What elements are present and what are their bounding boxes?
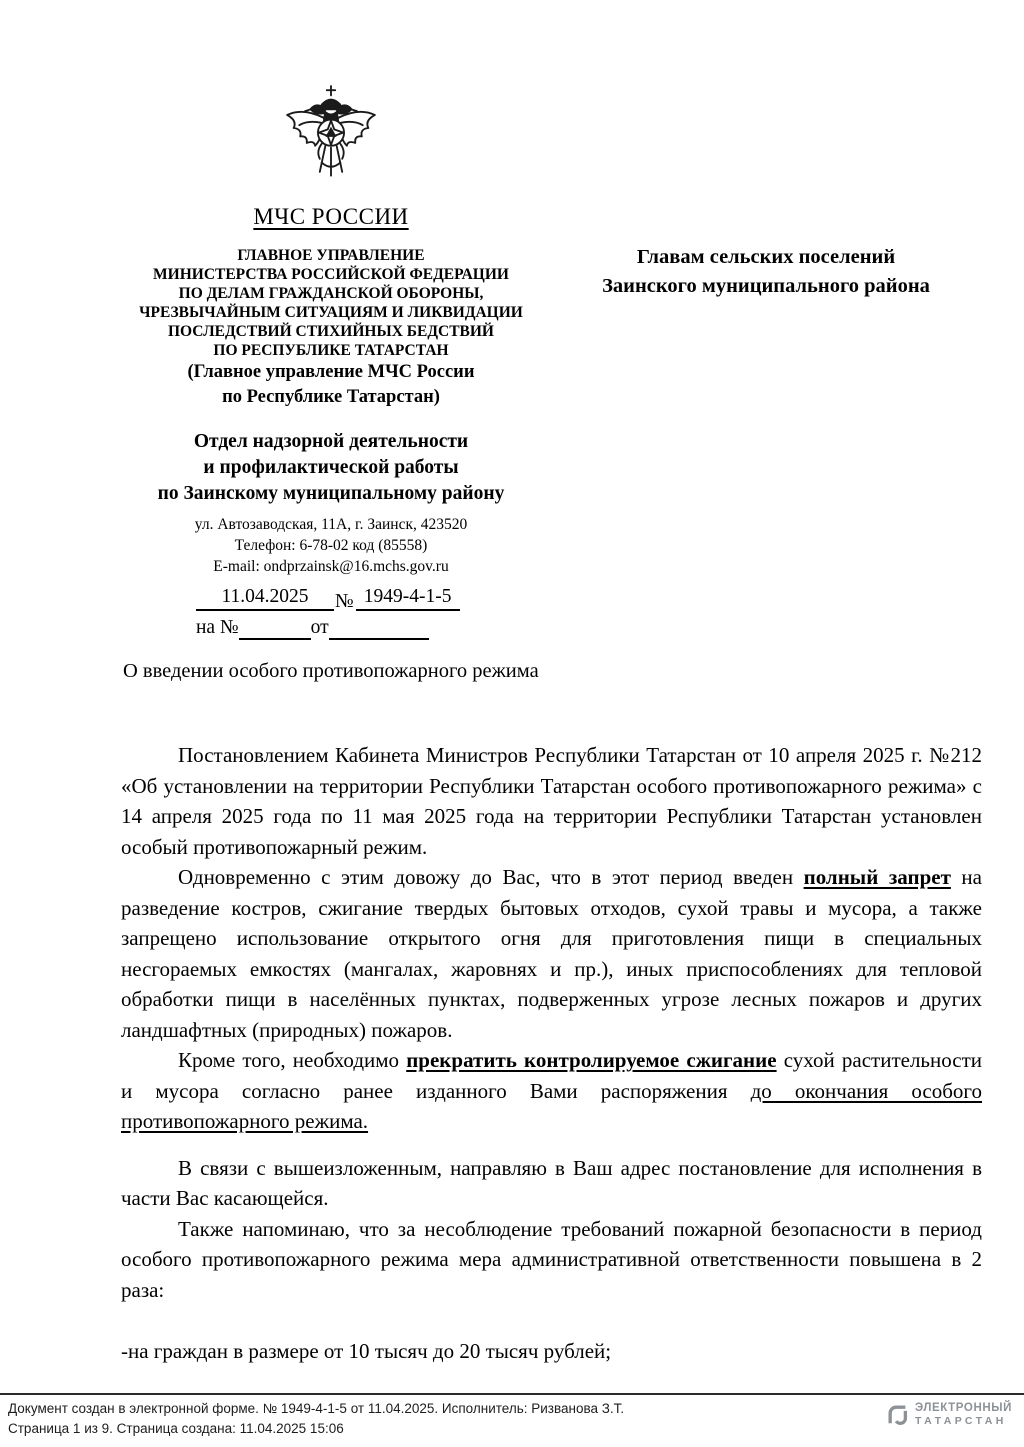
body-paragraph	[121, 1045, 982, 1137]
body-paragraph	[121, 1214, 982, 1306]
footer-info	[8, 1399, 624, 1439]
body-paragraph	[121, 862, 982, 1045]
reply-reference-row	[196, 614, 486, 640]
department-name-line: по Заинскому муниципальному району	[157, 483, 505, 504]
letter-body	[121, 740, 982, 1367]
org-full-name	[110, 246, 552, 360]
number-sign: №	[335, 591, 354, 612]
emphasized-text-run: полный запрет	[803, 865, 951, 889]
logo-text	[915, 1402, 1012, 1428]
org-full-name-line: ГЛАВНОЕ УПРАВЛЕНИЕ	[237, 247, 425, 264]
org-full-name-line: ЧРЕЗВЫЧАЙНЫМ СИТУАЦИЯМ И ЛИКВИДАЦИИ	[139, 304, 523, 321]
reply-date-blank	[329, 614, 429, 640]
email-line: E-mail: ondprzainsk@16.mchs.gov.ru	[213, 558, 449, 575]
text-run: Одновременно с этим довожу до Вас, что в этот период введен	[178, 865, 804, 889]
logo-line-2: ТАТАРСТАН	[914, 1415, 1007, 1427]
text-run: Кроме того, необходимо	[178, 1048, 407, 1072]
footer-divider	[0, 1393, 1024, 1395]
text-run: В связи с вышеизложенным, направляю в Ваш адрес постановление для исполнения в части Вас касающейся.	[121, 1155, 982, 1210]
reply-number-blank	[239, 614, 311, 640]
org-full-name-line: ПОСЛЕДСТВИЙ СТИХИЙНЫХ БЕДСТВИЙ	[168, 323, 494, 340]
text-run: -на граждан в размере от 10 тысяч до 20 тысяч рублей;	[121, 1339, 612, 1363]
document-requisites	[196, 586, 486, 640]
date-number-row	[196, 586, 486, 611]
postal-address: ул. Автозаводская, 11А, г. Заинск, 423520	[194, 516, 468, 533]
recipient-line: Заинского муниципального района	[602, 275, 930, 297]
electronic-tatarstan-logo-icon	[886, 1403, 910, 1427]
org-full-name-line: ПО ДЕЛАМ ГРАЖДАНСКОЙ ОБОРОНЫ,	[178, 285, 484, 302]
footer-line-2: Страница 1 из 9. Страница создана: 11.04.2025 15:06	[8, 1421, 344, 1436]
sender-header	[110, 84, 552, 640]
contact-info	[110, 514, 552, 577]
electronic-tatarstan-logo	[886, 1402, 1012, 1428]
org-full-name-line: ПО РЕСПУБЛИКЕ ТАТАРСТАН	[213, 342, 449, 359]
department-name	[110, 429, 552, 507]
body-paragraph	[121, 1336, 982, 1367]
org-short-name	[110, 360, 552, 410]
emphasized-text-run: до окончания особого противопожарного режима.	[121, 1078, 983, 1133]
org-short-name-line: по Республике Татарстан)	[222, 387, 440, 407]
text-run: Постановлением Кабинета Министров Республики Татарстан от 10 апреля 2025 г. №212 «Об установлении на территории Республики Татарстан особого противопожарного режима» с 14 апреля 2025 года по 11 мая 2025 года на территории Республики Татарстан установлен особый противопожарный режим.	[121, 743, 982, 859]
text-run: сухой растительности и мусора согласно ранее изданного Вами распоряжения	[121, 1048, 983, 1103]
phone-line: Телефон: 6-78-02 код (85558)	[234, 537, 428, 554]
body-paragraph	[121, 740, 982, 862]
document-number: 1949-4-1-5	[356, 586, 460, 611]
department-name-line: Отдел надзорной деятельности	[193, 431, 469, 452]
text-run: Также напоминаю, что за несоблюдение требований пожарной безопасности в период особого противопожарного режима мера административной ответственности повышена в 2 раза:	[121, 1216, 982, 1302]
body-paragraph	[121, 1153, 982, 1214]
text-run: на разведение костров, сжигание твердых бытовых отходов, сухой травы и мусора, а также запрещено использование открытого огня для приготовления пищи в специальных несгораемых емкостях (мангалах, жаровнях и пр.), иных приспособлениях для тепловой обработки пищи в населённых пунктах, подверженных угрозе лесных пожаров и других ландшафтных (природных) пожаров.	[121, 865, 982, 1042]
recipient-block	[545, 243, 987, 301]
logo-line-1: ЭЛЕКТРОННЫЙ	[914, 1402, 1012, 1414]
org-short-name-line: (Главное управление МЧС России	[187, 362, 475, 382]
footer-line-1: Документ создан в электронной форме. № 1949-4-1-5 от 11.04.2025. Исполнитель: Ризванова З.Т.	[8, 1401, 625, 1416]
org-title: МЧС РОССИИ	[253, 204, 409, 229]
emphasized-text-run: прекратить контролируемое сжигание	[406, 1048, 777, 1072]
mchs-emblem-icon	[275, 84, 387, 200]
department-name-line: и профилактической работы	[203, 457, 459, 478]
recipient-line: Главам сельских поселений	[636, 246, 896, 268]
document-date: 11.04.2025	[196, 586, 334, 611]
org-full-name-line: МИНИСТЕРСТВА РОССИЙСКОЙ ФЕДЕРАЦИИ	[153, 266, 509, 283]
reply-from-label: от	[310, 617, 329, 638]
subject-line: О введении особого противопожарного режима	[123, 660, 539, 682]
reply-to-label: на №	[196, 617, 239, 638]
